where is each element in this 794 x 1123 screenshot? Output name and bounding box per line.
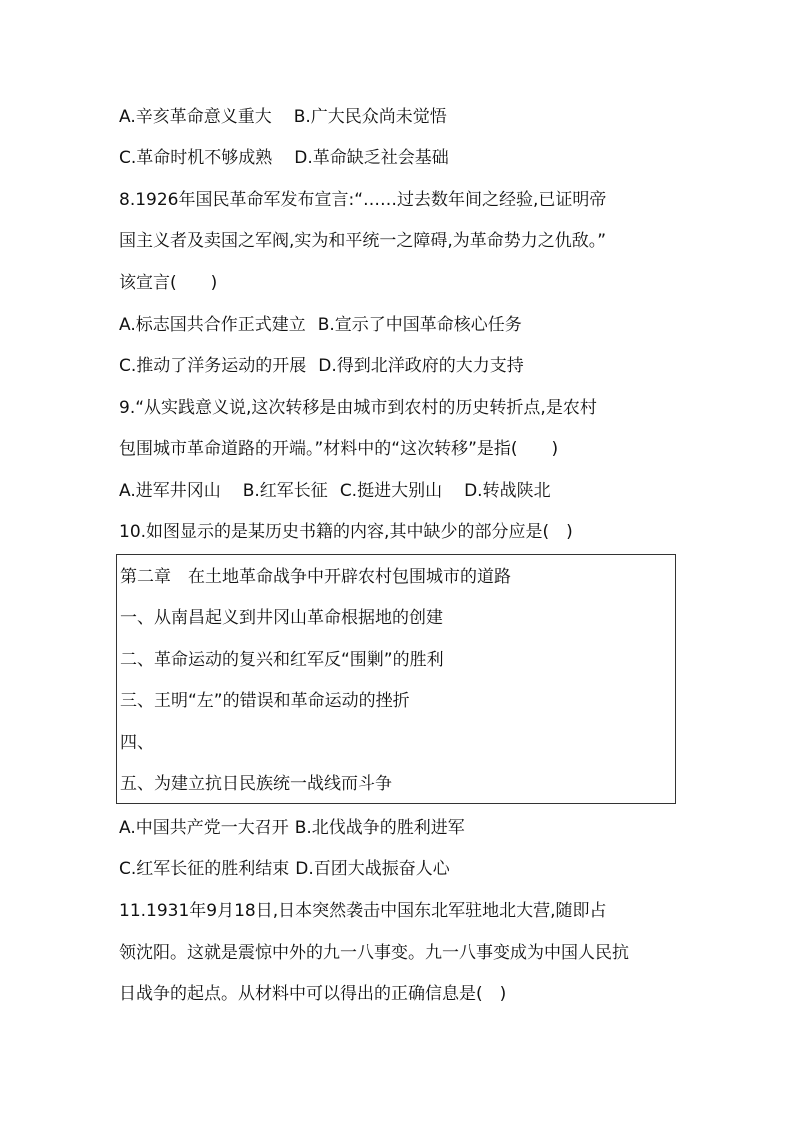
q9-stem-line-2: 包围城市革命道路的开端。”材料中的“这次转移”是指( ) — [119, 439, 559, 459]
q8-option-d[interactable]: D.得到北洋政府的大力支持 — [318, 356, 524, 376]
q7-option-c[interactable]: C.革命时机不够成熟 — [119, 148, 273, 168]
q11-stem-line-2: 领沈阳。这就是震惊中外的九一八事变。九一八事变成为中国人民抗 — [119, 943, 629, 963]
q7-options-row-2 — [119, 147, 449, 169]
q9-stem-line-1: 9.“从实践意义说,这次转移是由城市到农村的历史转折点,是农村 — [119, 398, 597, 418]
box-line-2: 二、革命运动的复兴和红军反“围剿”的胜利 — [120, 650, 444, 670]
q9-options-row — [119, 480, 551, 502]
q7-option-b[interactable]: B.广大民众尚未觉悟 — [293, 107, 447, 127]
q10-option-c[interactable]: C.红军长征的胜利结束 — [119, 859, 290, 879]
q10-option-d[interactable]: D.百团大战振奋人心 — [295, 859, 450, 879]
q8-option-a[interactable]: A.标志国共合作正式建立 — [119, 315, 306, 335]
box-line-1: 一、从南昌起义到井冈山革命根据地的创建 — [120, 608, 443, 628]
q9-option-a[interactable]: A.进军井冈山 — [119, 481, 221, 501]
box-line-3: 三、王明“左”的错误和革命运动的挫折 — [120, 691, 410, 711]
q8-option-c[interactable]: C.推动了洋务运动的开展 — [119, 356, 307, 376]
q9-option-b[interactable]: B.红军长征 — [242, 481, 328, 501]
q7-option-a[interactable]: A.辛亥革命意义重大 — [119, 107, 272, 127]
q10-option-a[interactable]: A.中国共产党一大召开 — [119, 818, 289, 838]
q9-option-d[interactable]: D.转战陕北 — [464, 481, 551, 501]
box-line-chapter: 第二章 在土地革命战争中开辟农村包围城市的道路 — [120, 567, 511, 587]
q10-option-b[interactable]: B.北伐战争的胜利进军 — [294, 818, 465, 838]
q8-stem-line-1: 8.1926年国民革命军发布宣言:“……过去数年间之经验,已证明帝 — [119, 190, 607, 210]
book-contents-box — [116, 554, 676, 804]
q8-options-row-2 — [119, 355, 524, 377]
q10-stem: 10.如图显示的是某历史书籍的内容,其中缺少的部分应是( ) — [119, 522, 573, 542]
q7-option-d[interactable]: D.革命缺乏社会基础 — [294, 148, 449, 168]
q10-options-row-2 — [119, 858, 450, 880]
q7-options-row-1 — [119, 106, 447, 128]
q11-stem-line-1: 11.1931年9月18日,日本突然袭击中国东北军驻地北大营,随即占 — [119, 901, 607, 921]
q8-stem-line-3: 该宣言( ) — [119, 273, 218, 293]
q8-options-row-1 — [119, 314, 522, 336]
q11-stem-line-3: 日战争的起点。从材料中可以得出的正确信息是( ) — [119, 984, 507, 1004]
box-line-4-blank: 四、 — [120, 733, 154, 753]
q8-stem-line-2: 国主义者及卖国之军阀,实为和平统一之障碍,为革命势力之仇敌。” — [119, 231, 607, 251]
box-line-5: 五、为建立抗日民族统一战线而斗争 — [120, 774, 392, 794]
q8-option-b[interactable]: B.宣示了中国革命核心任务 — [317, 315, 522, 335]
q10-options-row-1 — [119, 817, 465, 839]
q9-option-c[interactable]: C.挺进大别山 — [339, 481, 443, 501]
